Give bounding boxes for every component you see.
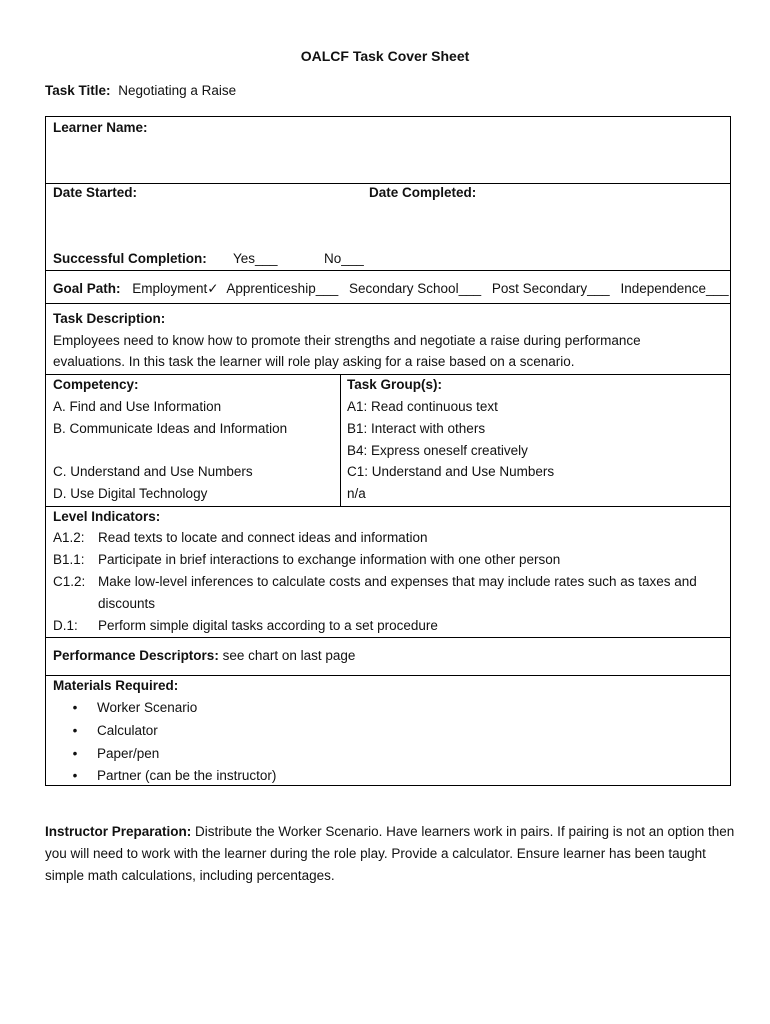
task-group-item: n/a [347, 486, 366, 501]
completion-yes: Yes___ [233, 251, 278, 266]
goal-path-row [53, 280, 729, 298]
performance-descriptors [53, 647, 355, 665]
level-indicator-code: D.1: [53, 618, 78, 633]
learner-name-label: Learner Name: [53, 120, 148, 135]
level-indicator-text: Make low-level inferences to calculate costs and expenses that may include rates such as taxes and [98, 574, 697, 589]
performance-descriptors-label: Performance Descriptors: [53, 648, 219, 663]
successful-completion-label: Successful Completion: [53, 251, 207, 266]
competency-item: B. Communicate Ideas and Information [53, 421, 288, 436]
materials-item-text: Paper/pen [97, 746, 160, 761]
materials-item [53, 767, 276, 785]
materials-item-text: Partner (can be the instructor) [97, 768, 277, 783]
materials-item [53, 699, 197, 717]
completion-no: No___ [324, 251, 364, 266]
competency-item: A. Find and Use Information [53, 399, 222, 414]
instructor-preparation [45, 821, 735, 887]
goal-path-post-secondary: Post Secondary___ [491, 281, 610, 296]
goal-path-apprenticeship: Apprenticeship___ [226, 281, 339, 296]
task-description-line: Employees need to know how to promote their strengths and negotiate a raise during performance [53, 333, 641, 348]
row-divider [46, 374, 730, 375]
materials-item [53, 745, 159, 763]
task-groups-label: Task Group(s): [347, 377, 443, 392]
row-divider [46, 303, 730, 304]
goal-path-secondary-school: Secondary School___ [349, 281, 482, 296]
task-title-value: Negotiating a Raise [118, 83, 237, 98]
level-indicator-code: B1.1: [53, 552, 85, 567]
row-divider [46, 270, 730, 271]
materials-item [53, 722, 158, 740]
page-title: OALCF Task Cover Sheet [300, 48, 470, 64]
bullet-icon: • [72, 746, 78, 761]
materials-label: Materials Required: [53, 678, 179, 693]
date-started-label: Date Started: [53, 185, 138, 200]
materials-item-text: Calculator [97, 723, 158, 738]
task-group-item: C1: Understand and Use Numbers [347, 464, 555, 479]
cover-sheet-table [45, 116, 731, 786]
row-divider [46, 506, 730, 507]
task-group-item: B4: Express oneself creatively [347, 443, 528, 458]
level-indicators-label: Level Indicators: [53, 509, 161, 524]
level-indicator-text: Read texts to locate and connect ideas and information [98, 530, 428, 545]
date-completed-label: Date Completed: [369, 185, 477, 200]
materials-item-text: Worker Scenario [97, 700, 198, 715]
instructor-preparation-label: Instructor Preparation: [45, 824, 192, 839]
level-indicator-text: discounts [98, 596, 156, 611]
bullet-icon: • [72, 768, 78, 783]
task-group-item: B1: Interact with others [347, 421, 486, 436]
performance-descriptors-value: see chart on last page [222, 648, 356, 663]
competency-label: Competency: [53, 377, 139, 392]
task-title-label: Task Title: [45, 83, 111, 98]
task-title [45, 83, 236, 98]
level-indicator-code: C1.2: [53, 574, 86, 589]
goal-path-employment: Employment✓ [132, 281, 219, 296]
task-description-label: Task Description: [53, 311, 166, 326]
goal-path-independence: Independence___ [620, 281, 729, 296]
column-divider [340, 374, 341, 506]
level-indicator-code: A1.2: [53, 530, 85, 545]
level-indicator-text: Participate in brief interactions to exchange information with one other person [98, 552, 561, 567]
goal-path-label: Goal Path: [53, 281, 121, 296]
task-group-item: A1: Read continuous text [347, 399, 498, 414]
row-divider [46, 637, 730, 638]
task-description-line: evaluations. In this task the learner will role play asking for a raise based on a scenario. [53, 354, 575, 369]
instructor-preparation-text: Distribute the Worker Scenario. Have learners work in pairs. If pairing is not an option then you will need to work with the learner during the role play. Provide a calculator. Ensure learner has been taught simple math calculations, including percentages. [45, 824, 735, 883]
bullet-icon: • [72, 700, 78, 715]
competency-item: D. Use Digital Technology [53, 486, 208, 501]
row-divider [46, 675, 730, 676]
bullet-icon: • [72, 723, 78, 738]
level-indicator-text: Perform simple digital tasks according to a set procedure [98, 618, 438, 633]
competency-item: C. Understand and Use Numbers [53, 464, 253, 479]
